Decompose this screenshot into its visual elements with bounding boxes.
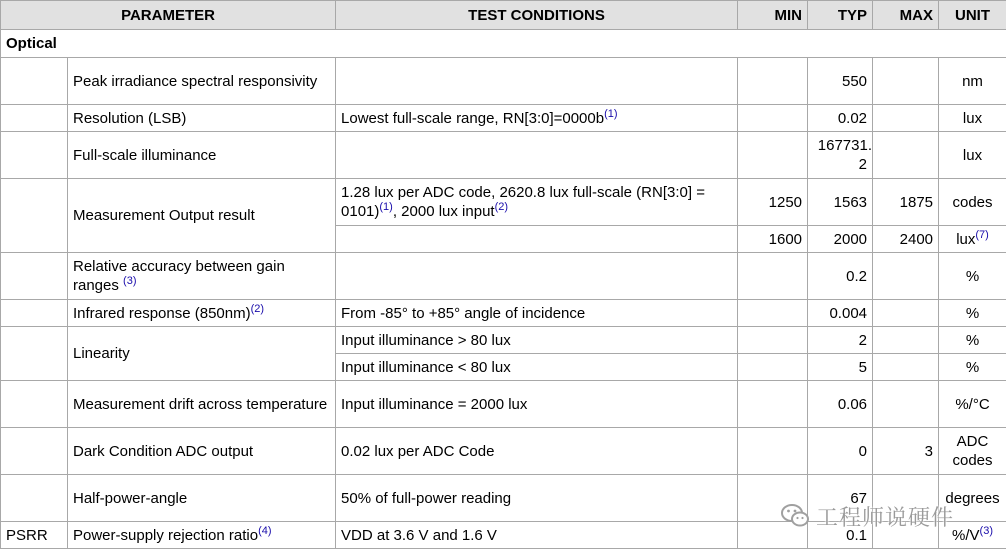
unit-cell: degrees	[939, 475, 1006, 522]
unit-cell: lux$^{(7)}$	[939, 226, 1006, 253]
table-row	[1, 179, 1006, 226]
param-cell: Measurement drift across temperature	[68, 381, 336, 428]
typ-cell: 0.2	[808, 253, 873, 300]
condition-cell: From -85° to +85° angle of incidence	[336, 300, 738, 327]
unit-cell: nm	[939, 58, 1006, 105]
condition-cell: Lowest full-scale range, $RN[3:0]=0000b^{(1)}$	[336, 105, 738, 132]
unit-cell: codes	[939, 179, 1006, 226]
condition-cell	[336, 58, 738, 105]
table-row	[1, 381, 1006, 428]
typ-cell: 5	[808, 354, 873, 381]
param-cell: Dark Condition ADC output	[68, 428, 336, 475]
condition-cell: Input illuminance = 2000 lux	[336, 381, 738, 428]
section-row	[1, 30, 1006, 58]
unit-cell: %	[939, 300, 1006, 327]
unit-cell: lux	[939, 132, 1006, 179]
footnote-ref[interactable]: (3)	[979, 524, 993, 537]
wechat-icon	[780, 503, 810, 529]
param-cell: Measurement Output result	[68, 179, 336, 253]
typ-cell: 0.004	[808, 300, 873, 327]
watermark	[780, 498, 1006, 534]
param-cell: Relative accuracy between gain ranges $^{(3)}$	[68, 253, 336, 300]
max-cell: 1875	[873, 179, 939, 226]
header-row	[1, 1, 1006, 30]
condition-cell	[336, 226, 738, 253]
param-cell: Full-scale illuminance	[68, 132, 336, 179]
param-cell: Power-supply rejection ratio$^{(4)}$	[68, 522, 336, 549]
typ-cell: 2000	[808, 226, 873, 253]
condition-cell: 0.02 lux per ADC Code	[336, 428, 738, 475]
typ-cell: 0.06	[808, 381, 873, 428]
max-cell: 2400	[873, 226, 939, 253]
footnote-ref[interactable]: (2)	[494, 201, 509, 213]
typ-cell: 0.02	[808, 105, 873, 132]
table-row	[1, 253, 1006, 300]
unit-cell: %	[939, 327, 1006, 354]
table-row	[1, 58, 1006, 105]
param-cell: Half-power-angle	[68, 475, 336, 522]
condition-cell: VDD at 3.6 V and 1.6 V	[336, 522, 738, 549]
table-row	[1, 105, 1006, 132]
header-typ: TYP	[808, 1, 873, 30]
unit-cell: ADC codes	[939, 428, 1006, 475]
unit-cell: lux	[939, 105, 1006, 132]
param-cell: Resolution (LSB)	[68, 105, 336, 132]
condition-cell: Input illuminance < 80 lux	[336, 354, 738, 381]
param-cell: Linearity	[68, 327, 336, 381]
min-cell: 1600	[738, 226, 808, 253]
section-optical: Optical	[1, 30, 1006, 58]
header-min: MIN	[738, 1, 808, 30]
typ-cell: 0.1	[808, 522, 873, 549]
header-parameter: PARAMETER	[1, 1, 336, 30]
typ-cell: 67	[808, 475, 873, 522]
condition-cell: Input illuminance > 80 lux	[336, 327, 738, 354]
typ-cell: 1563	[808, 179, 873, 226]
unit-cell: %	[939, 253, 1006, 300]
footnote-ref[interactable]: (3)	[123, 275, 137, 287]
watermark-text: 工程师说硬件	[816, 504, 955, 530]
footnote-ref[interactable]: (1)	[604, 107, 618, 120]
param-cell: Infrared response $(850nm)^{(2)}$	[68, 300, 336, 327]
table-row	[1, 300, 1006, 327]
unit-cell: $\%/V^{(3)}$	[939, 522, 1006, 549]
condition-cell	[336, 253, 738, 300]
table-row	[1, 327, 1006, 354]
table-row	[1, 428, 1006, 475]
typ-cell: 550	[808, 58, 873, 105]
condition-cell: 1.28 lux per ADC code, 2620.8 lux full-scale (RN[3:0] = 0101)$^{(1)}$, 2000 lux input$^{(2)}$	[336, 179, 738, 226]
param-cell: Peak irradiance spectral responsivity	[68, 58, 336, 105]
max-cell: 3	[873, 428, 939, 475]
condition-cell	[336, 132, 738, 179]
condition-cell: 50% of full-power reading	[336, 475, 738, 522]
typ-cell: 167731. 2	[808, 132, 873, 179]
header-max: MAX	[873, 1, 939, 30]
typ-cell: 2	[808, 327, 873, 354]
header-conditions: TEST CONDITIONS	[336, 1, 738, 30]
unit-cell: %/°C	[939, 381, 1006, 428]
min-cell: 1250	[738, 179, 808, 226]
header-unit: UNIT	[939, 1, 1006, 30]
footnote-ref[interactable]: (1)	[379, 201, 393, 213]
footnote-ref[interactable]: (2)	[250, 302, 265, 315]
typ-cell: 0	[808, 428, 873, 475]
table-row	[1, 132, 1006, 179]
unit-cell: %	[939, 354, 1006, 381]
footnote-ref[interactable]: (7)	[975, 228, 989, 241]
symbol-cell: PSRR	[1, 522, 68, 549]
footnote-ref[interactable]: (4)	[258, 524, 272, 537]
